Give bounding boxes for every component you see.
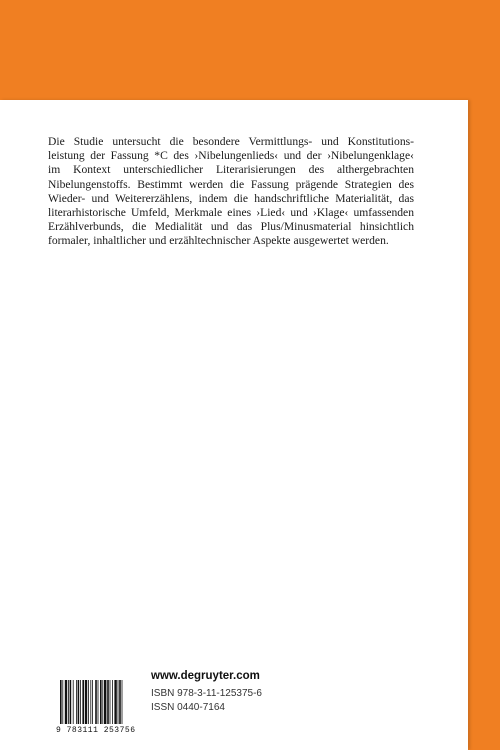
- barcode-bar: [88, 680, 89, 724]
- barcode-bar: [107, 680, 109, 724]
- barcode-bar: [98, 680, 99, 724]
- barcode-number: 9 783111 253756: [56, 726, 136, 735]
- barcode-bar: [62, 680, 63, 724]
- barcode-bar: [82, 680, 84, 724]
- barcode-bar: [85, 680, 87, 724]
- issn-text: ISSN 0440-7164: [151, 702, 225, 713]
- barcode-bar: [112, 680, 113, 724]
- blurb-line: Wieder- und Weitererzählens, indem die handschriftliche Materialität, das: [48, 191, 414, 205]
- barcode-bar: [114, 680, 116, 724]
- barcode-bar: [95, 680, 97, 724]
- barcode-bar: [92, 680, 93, 724]
- blurb-line: Nibelungenstoffs. Bestimmt werden die Fassung prägende Strategien des: [48, 177, 414, 191]
- barcode-bar: [110, 680, 111, 724]
- barcode-bar: [68, 680, 69, 724]
- barcode-bars-icon: [56, 678, 148, 726]
- blurb-line: im Kontext unterschiedlicher Literarisierungen des althergebrachten: [48, 163, 414, 177]
- barcode-bar: [118, 680, 119, 724]
- isbn-text: ISBN 978-3-11-125375-6: [151, 688, 262, 699]
- blurb-text: [48, 135, 414, 249]
- barcode-bar: [104, 680, 106, 724]
- barcode-bar: [65, 680, 67, 724]
- blurb-line: literarhistorische Umfeld, Merkmale eines ›Lied‹ und ›Klage‹ umfassenden: [48, 206, 414, 220]
- blurb-line: Erzählverbunds, die Medialität und das Plus/Minusmaterial hinsichtlich: [48, 220, 414, 234]
- barcode-bar: [119, 680, 121, 724]
- publisher-website: www.degruyter.com: [151, 670, 260, 682]
- barcode: [56, 678, 146, 735]
- blurb-line: leistung der Fassung *C des ›Nibelungenlieds‹ und der ›Nibelungenklage‹: [48, 149, 414, 163]
- barcode-bar: [76, 680, 77, 724]
- barcode-bar: [100, 680, 102, 724]
- blurb-line: Die Studie untersucht die besondere Vermittlungs- und Konstitutions-: [48, 135, 414, 148]
- barcode-bar: [102, 680, 103, 724]
- barcode-bar: [80, 680, 81, 724]
- barcode-bar: [78, 680, 80, 724]
- barcode-bar: [60, 680, 62, 724]
- blurb-line: formaler, inhaltlicher und erzähltechnischer Aspekte ausgewertet werden.: [48, 234, 389, 248]
- barcode-bar: [73, 680, 74, 724]
- barcode-bar: [90, 680, 91, 724]
- barcode-bar: [122, 680, 123, 724]
- barcode-bar: [70, 680, 72, 724]
